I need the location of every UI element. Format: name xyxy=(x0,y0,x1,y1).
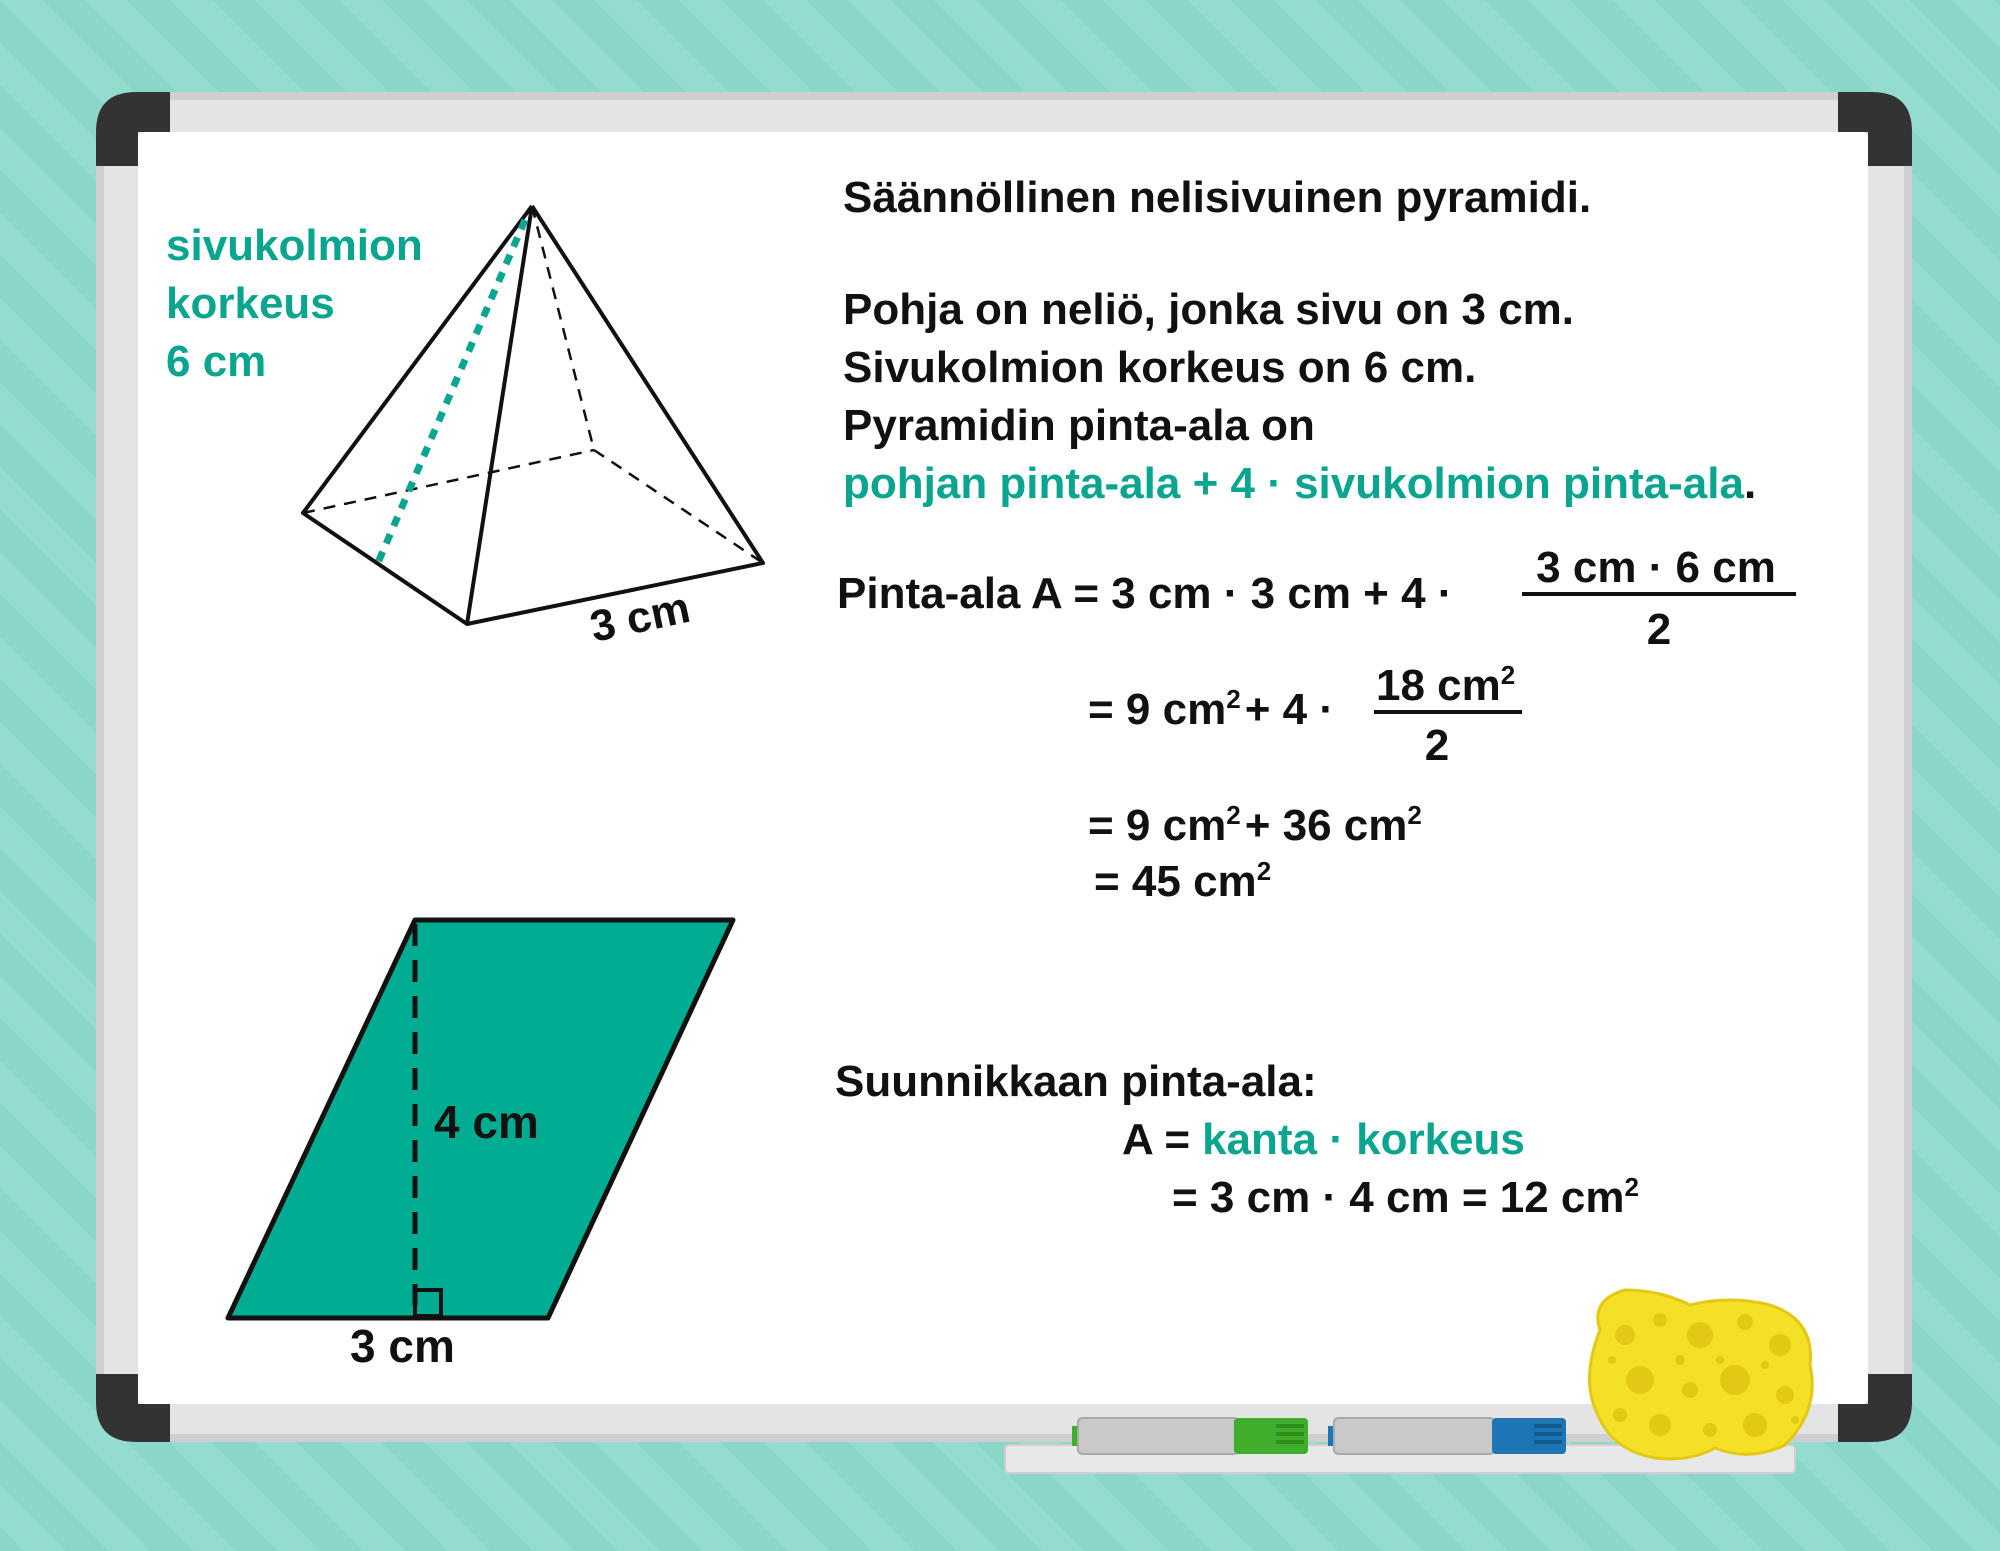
formula-step-2-numerator-value: 18 cm xyxy=(1376,661,1501,710)
base-description: Pohja on neliö, jonka sivu on 3 cm. xyxy=(843,285,1575,334)
slant-description: Sivukolmion korkeus on 6 cm. xyxy=(843,343,1477,392)
formula-result xyxy=(1094,856,1271,906)
pyramid-height-label-line-3: 6 cm xyxy=(166,337,267,386)
formula-step-2-denominator: 2 xyxy=(1424,721,1450,770)
area-rule xyxy=(843,459,1756,508)
area-rule-accent: pohjan pinta-ala + 4 · sivukolmion pinta-ala xyxy=(843,459,1744,508)
formula-step-2-sup: 2 xyxy=(1226,684,1241,714)
area-rule-period: . xyxy=(1743,459,1757,508)
parallelogram-height-label: 4 cm xyxy=(434,1096,539,1148)
formula-step-3 xyxy=(1088,800,1422,850)
formula-step-3-part-a: = 9 cm xyxy=(1088,801,1227,850)
formula-result-value: = 45 cm xyxy=(1094,857,1257,906)
formula-step-3-part-b: + 36 cm xyxy=(1244,801,1408,850)
area-intro: Pyramidin pinta-ala on xyxy=(843,401,1315,450)
formula-step-2 xyxy=(1088,684,1334,734)
blue-marker xyxy=(1328,1418,1566,1454)
parallelogram-area-formula xyxy=(1122,1115,1525,1164)
formula-step-1-denominator: 2 xyxy=(1646,605,1672,654)
formula-step-2-numerator xyxy=(1376,660,1515,710)
pyramid-base-label: 3 cm xyxy=(585,582,695,652)
parallelogram-base-label: 3 cm xyxy=(350,1320,455,1372)
pyramid-height-label-line-1: sivukolmion xyxy=(166,221,423,270)
formula-step-1-numerator: 3 cm · 6 cm xyxy=(1536,543,1776,592)
parallelogram-area-result-sup: 2 xyxy=(1624,1172,1639,1202)
parallelogram-area-title: Suunnikkaan pinta-ala: xyxy=(835,1057,1317,1106)
formula-step-1: Pinta-ala A = 3 cm · 3 cm + 4 · xyxy=(837,569,1453,618)
formula-step-3-sup-2: 2 xyxy=(1407,800,1422,830)
pyramid-height-label-line-2: korkeus xyxy=(166,279,335,328)
formula-step-2-numerator-sup: 2 xyxy=(1500,660,1516,690)
formula-step-3-sup-1: 2 xyxy=(1226,800,1241,830)
pyramid-title: Säännöllinen nelisivuinen pyramidi. xyxy=(843,173,1592,222)
sponge xyxy=(1589,1290,1812,1459)
parallelogram-area-result-value: = 3 cm · 4 cm = 12 cm xyxy=(1172,1173,1625,1222)
formula-step-2-part-a: = 9 cm xyxy=(1088,685,1227,734)
formula-step-2-part-b: + 4 · xyxy=(1244,685,1334,734)
green-marker xyxy=(1072,1418,1308,1454)
parallelogram-area-accent: kanta · korkeus xyxy=(1202,1115,1525,1164)
formula-result-sup: 2 xyxy=(1256,856,1272,886)
parallelogram-area-prefix: A = xyxy=(1122,1115,1191,1164)
parallelogram-area-result xyxy=(1172,1172,1639,1222)
